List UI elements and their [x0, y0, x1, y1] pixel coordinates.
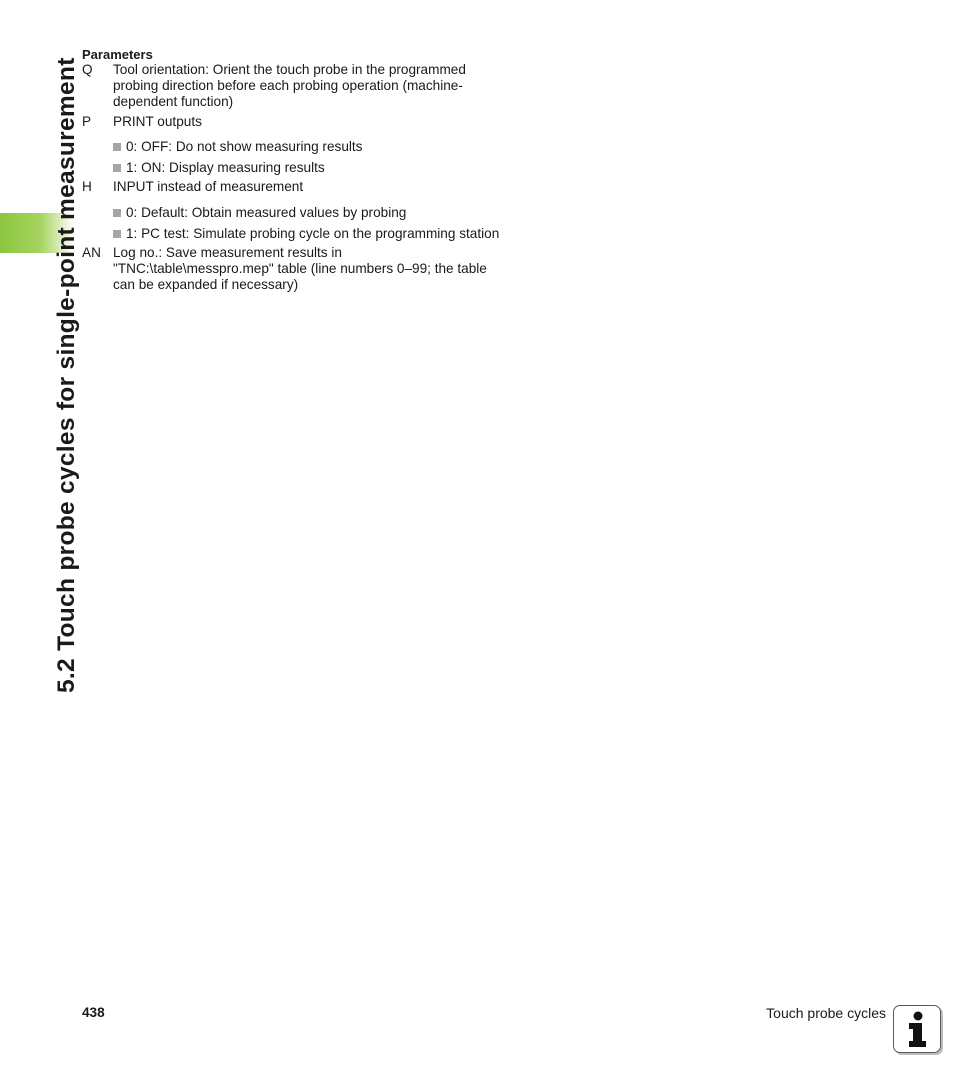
param-line: can be expanded if necessary)	[113, 277, 299, 292]
option-item	[113, 160, 542, 176]
param-description	[113, 62, 542, 110]
page-number: 438	[82, 1005, 105, 1020]
info-glyph	[894, 1006, 939, 1051]
param-line: "TNC:\table\messpro.mep" table (line numbers 0–99; the table	[113, 261, 487, 276]
param-line: probing direction before each probing operation (machine-	[113, 78, 463, 93]
param-line: dependent function)	[113, 94, 234, 109]
param-description	[113, 245, 542, 293]
option-text: 0: Default: Obtain measured values by probing	[126, 205, 407, 220]
option-item	[113, 226, 542, 242]
option-item	[113, 205, 542, 221]
bullet-square-icon	[113, 164, 121, 172]
param-h	[82, 179, 542, 195]
param-key: H	[82, 179, 92, 194]
param-line: Log no.: Save measurement results in	[113, 245, 342, 260]
option-text: 1: ON: Display measuring results	[126, 160, 325, 175]
parameters-section	[82, 47, 542, 293]
bullet-square-icon	[113, 209, 121, 217]
param-q	[82, 62, 542, 110]
param-line: Tool orientation: Orient the touch probe in the programmed	[113, 62, 466, 77]
bullet-square-icon	[113, 230, 121, 238]
option-item	[113, 139, 542, 155]
param-description	[113, 179, 542, 195]
info-icon	[893, 1005, 941, 1053]
param-key: Q	[82, 62, 93, 77]
param-an	[82, 245, 542, 293]
chapter-title: 5.2 Touch probe cycles for single-point measurement	[53, 57, 80, 693]
option-text: 0: OFF: Do not show measuring results	[126, 139, 363, 154]
param-line: INPUT instead of measurement	[113, 179, 304, 194]
param-key: P	[82, 114, 92, 129]
param-line: PRINT outputs	[113, 114, 202, 129]
param-key: AN	[82, 245, 101, 260]
option-text: 1: PC test: Simulate probing cycle on the programming station	[126, 226, 500, 241]
param-description	[113, 114, 542, 130]
parameters-heading: Parameters	[82, 47, 153, 62]
param-p	[82, 114, 542, 130]
footer-section-title: Touch probe cycles	[766, 1005, 886, 1021]
bullet-square-icon	[113, 143, 121, 151]
